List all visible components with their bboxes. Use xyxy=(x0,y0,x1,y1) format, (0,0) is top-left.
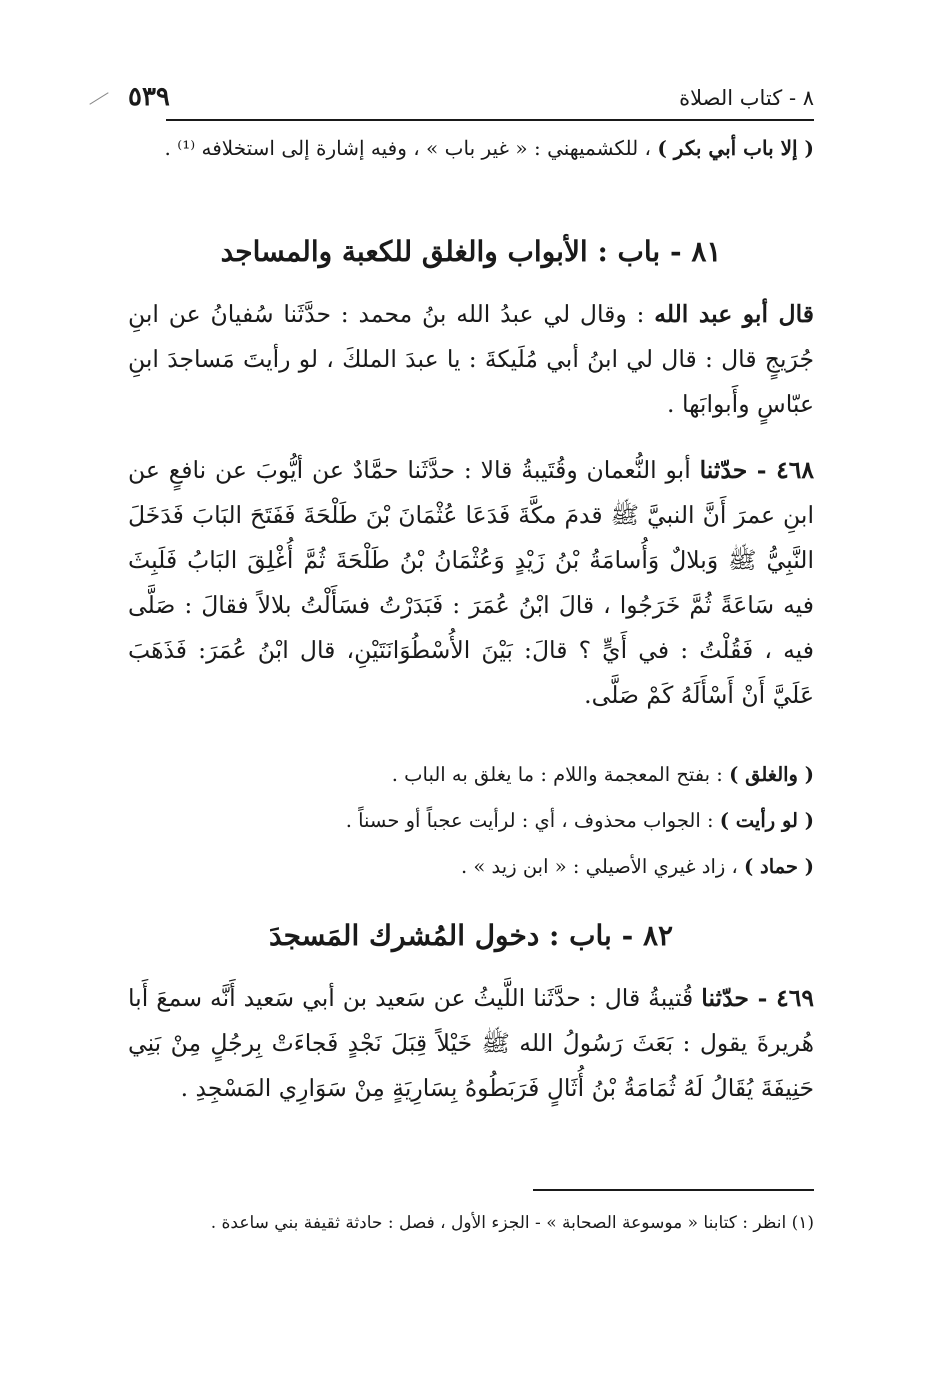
intro-text: : وقال لي عبدُ الله بنُ محمد : حدَّثَنا سُفيانُ عن ابنِ جُرَيجٍ قال : قال لي ابنُ أبي مُلَيكةَ : يا عبدَ الملكَ ، لو رأيتَ مَساجدَ ابنِ عبّاسٍ وأَبوابَها . xyxy=(128,300,814,418)
top-note-text: ، للكشميهني : « غير باب » ، وفيه إشارة إلى استخلافه ⁽¹⁾ . xyxy=(164,136,651,160)
gloss-text: : بفتح المعجمة واللام : ما يغلق به الباب . xyxy=(391,763,723,786)
gloss-line xyxy=(128,844,814,890)
intro-paragraph xyxy=(128,292,814,427)
chapter-81-heading: ٨١ - باب : الأبواب والغلق للكعبة والمساجد xyxy=(220,235,722,268)
hadith-468 xyxy=(128,448,814,718)
hadith-468-paragraph xyxy=(128,448,814,718)
top-note-paragraph xyxy=(128,130,814,166)
header-rule xyxy=(166,119,814,121)
gloss-line xyxy=(128,752,814,798)
gloss-line xyxy=(128,798,814,844)
gloss-text: ، زاد غيري الأصيلي : « ابن زيد » . xyxy=(461,855,738,878)
hadith-469-text: قُتيبةُ قال : حدَّثَنا اللَّيثُ عن سَعيد بن أبي سَعيد أَنَّه سمعَ أَبا هُريرةَ يقول : بَعَثَ رَسُولُ الله ﷺ خَيْلاً قِبَلَ نَجْدٍ فَجاءَتْ بِرجُلٍ مِنْ بَنِي حَنِيفَةَ يُقَالُ لَهُ ثُمَامَةُ بْنُ أُثَالٍ فَرَبَطُوهُ بِسَارِيَةٍ مِنْ سَوَارِي المَسْجِدِ . xyxy=(128,984,814,1102)
running-title: ٨ - كتاب الصلاة xyxy=(679,86,814,110)
top-note-lead: ( إلا باب أبي بكر ) xyxy=(657,136,814,160)
page-header xyxy=(128,82,814,116)
corner-mark xyxy=(89,92,108,105)
page-number: ٥٣٩ xyxy=(128,82,170,112)
hadith-468-lead: ٤٦٨ - حدّثنا xyxy=(699,456,814,484)
chapter-82-heading: ٨٢ - باب : دخول المُشرك المَسجدَ xyxy=(268,919,674,952)
glosses xyxy=(128,752,844,890)
hadith-469-lead: ٤٦٩ - حدّثنا xyxy=(701,984,814,1012)
gloss-text: : الجواب محذوف ، أي : لرأيت عجباً أو حسناً . xyxy=(345,809,714,832)
top-note xyxy=(128,130,814,166)
footnote-rule xyxy=(533,1189,814,1191)
hadith-468-text: أبو النُّعمان وقُتَيبةُ قالا : حدَّثَنا حمَّادٌ عن أيُّوبَ عن نافعٍ عن ابنِ عمرَ أَنَّ النبيَّ ﷺ قدمَ مكَّةَ فَدَعَا عُثْمَانَ بْنَ طَلْحَةَ فَفَتَحَ البَابَ فَدَخَلَ النَّبِيُّ ﷺ وَبلالٌ وَأُسامَةُ بْنُ زَيْدٍ وَعُثْمَانُ بْنُ طَلْحَةَ ثُمَّ أُغْلِقَ البَابُ فَلَبِثَ فيه سَاعَةً ثُمَّ خَرَجُوا ، قالَ ابْنُ عُمَرَ : فَبَدَرْتُ فسَأَلْتُ بلالاً فقالَ : صَلَّى فيه ، فَقُلْتُ : في أَيٍّ ؟ قالَ: بَيْنَ الأُسْطُوَانَتَيْنِ، قال ابْنُ عُمَرَ: فَذَهَبَ عَلَيَّ أَنْ أَسْأَلَهُ كَمْ صَلَّى. xyxy=(128,456,814,709)
footnote-text: (١) انظر : كتابنا « موسوعة الصحابة » - الجزء الأول ، فصل : حادثة ثقيفة بني ساعدة . xyxy=(210,1213,814,1233)
hadith-469 xyxy=(128,976,814,1111)
hadith-469-paragraph xyxy=(128,976,814,1111)
chapter-81-intro xyxy=(128,292,814,427)
gloss-lead: ( حماد ) xyxy=(744,855,814,878)
gloss-lead: ( لو رأيت ) xyxy=(719,809,814,832)
gloss-lead: ( والغلق ) xyxy=(729,763,814,786)
footnote xyxy=(128,1208,814,1238)
intro-lead: قال أبو عبد الله xyxy=(654,300,814,328)
